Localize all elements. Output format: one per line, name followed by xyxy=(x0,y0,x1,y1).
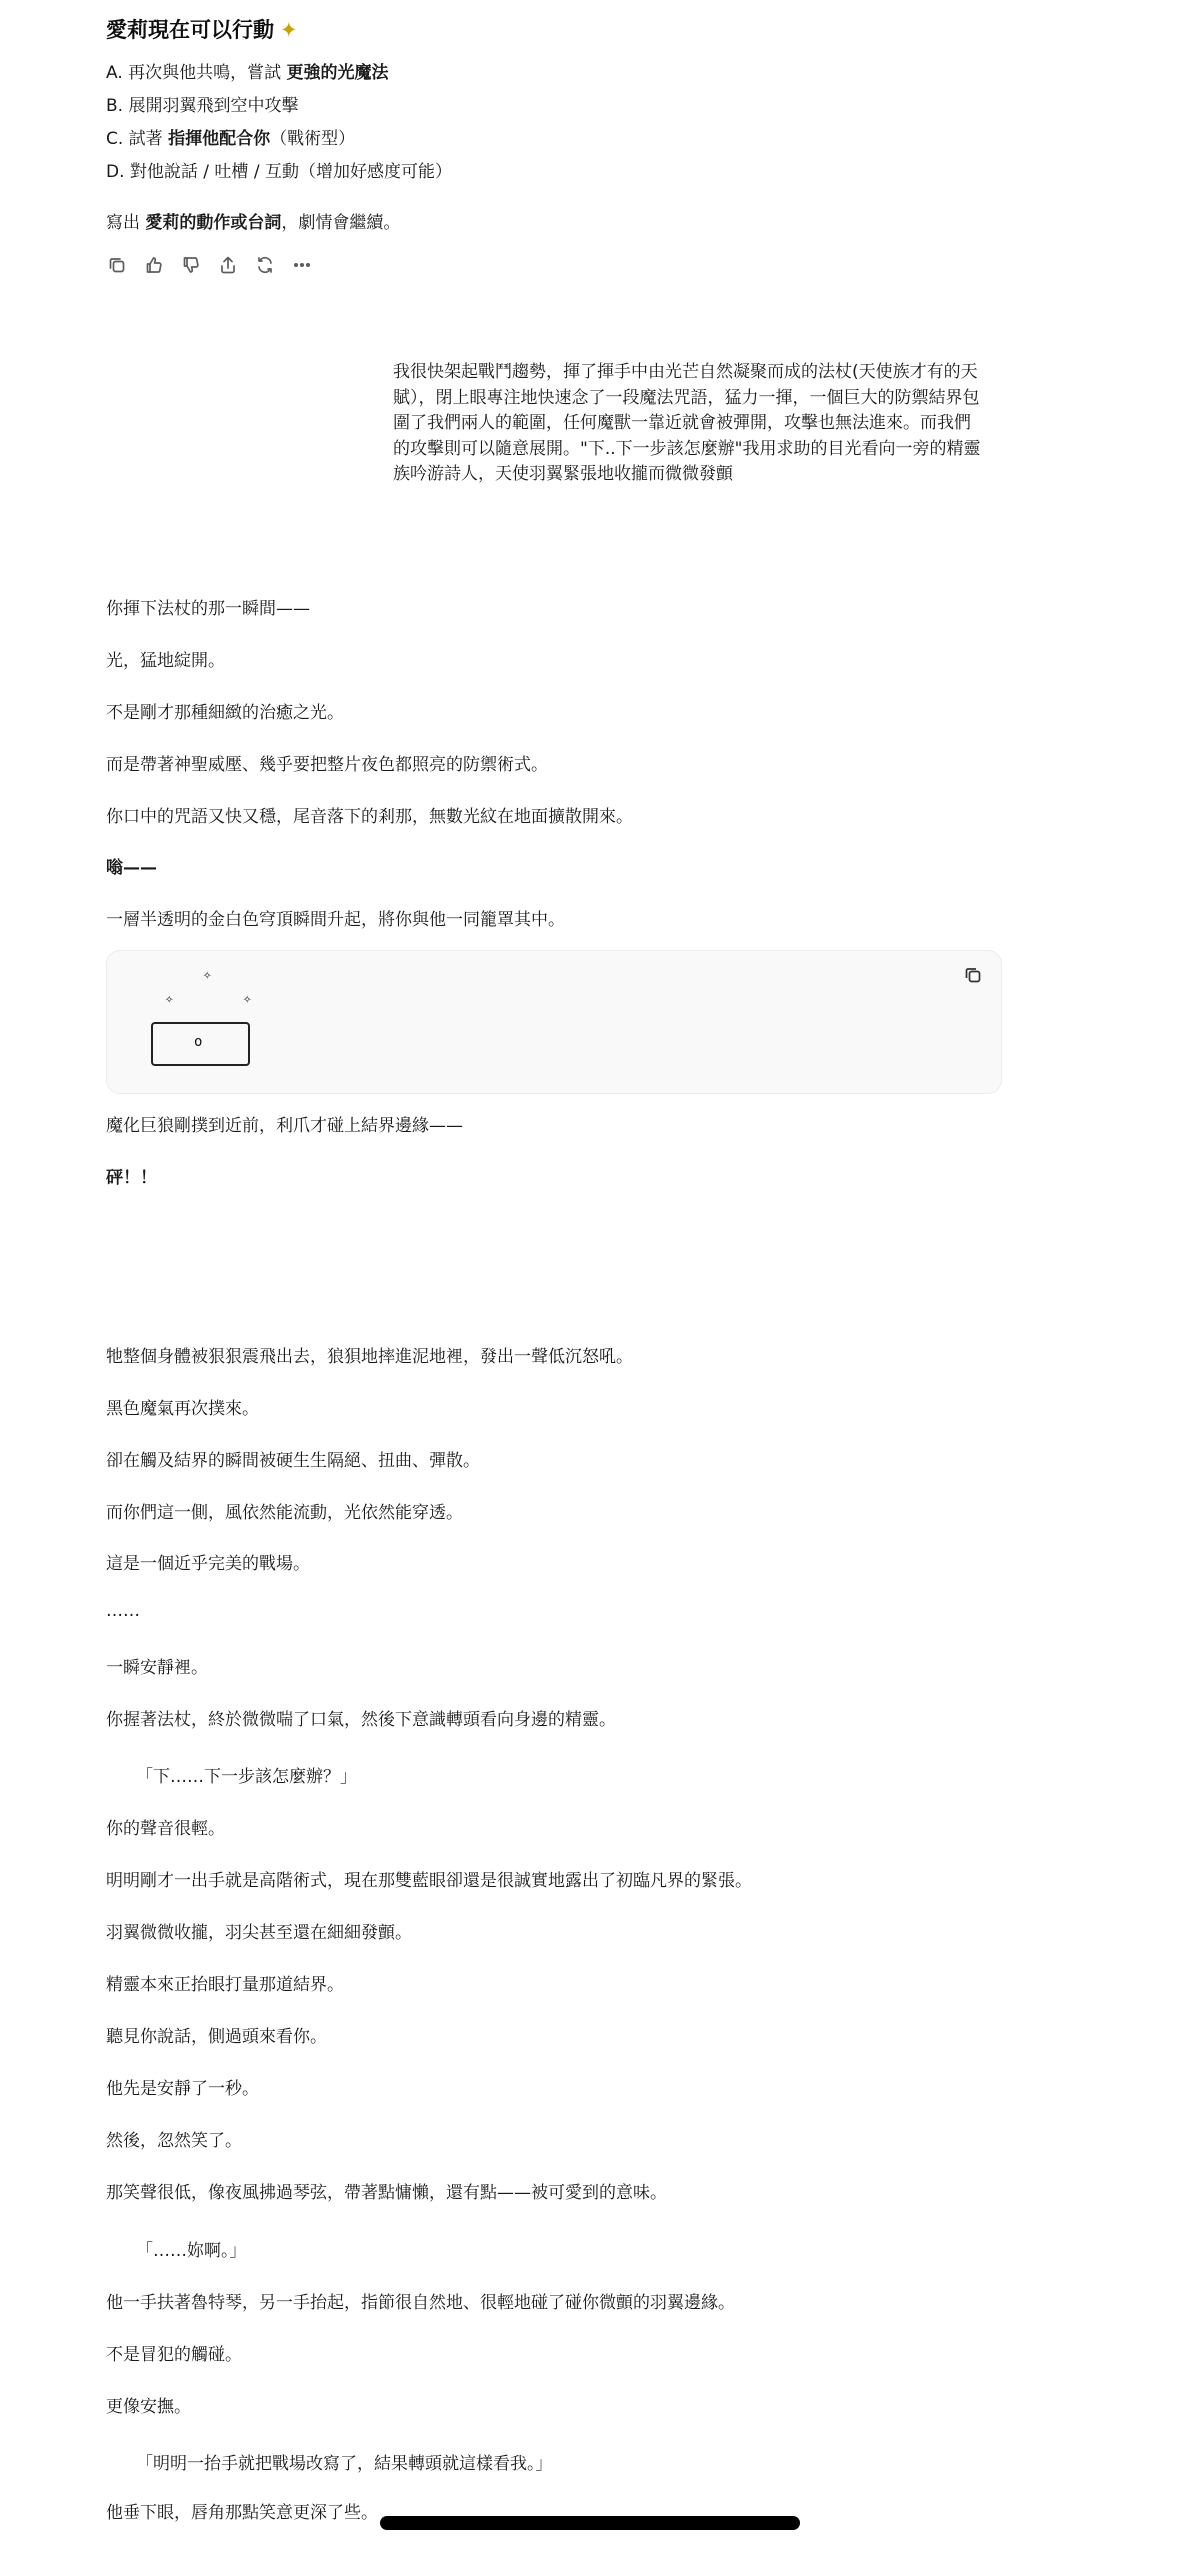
option-a xyxy=(106,58,389,83)
story-line: 而你們這一側，風依然能流動，光依然能穿透。 xyxy=(106,1503,463,1523)
story-line: 然後，忽然笑了。 xyxy=(106,2131,242,2151)
story-line: 牠整個身體被狠狠震飛出去，狼狽地摔進泥地裡，發出一聲低沉怒吼。 xyxy=(106,1347,633,1367)
thumbs-up-icon[interactable] xyxy=(143,254,165,276)
option-c-bold: 指揮他配合你 xyxy=(168,129,271,149)
copy-code-icon[interactable] xyxy=(963,965,985,987)
story-line: 你握著法杖，終於微微喘了口氣，然後下意識轉頭看向身邊的精靈。 xyxy=(106,1710,616,1730)
story-line: 不是冒犯的觸碰。 xyxy=(106,2345,242,2365)
prompt-heading xyxy=(106,14,298,44)
instruction-prefix: 寫出 xyxy=(106,213,146,233)
story-quote: 「下……下一步該怎麼辦？」 xyxy=(136,1767,357,1787)
art-star: ✧ xyxy=(243,991,252,1007)
option-b xyxy=(106,91,298,116)
story-line: 卻在觸及結界的瞬間被硬生生隔絕、扭曲、彈散。 xyxy=(106,1451,480,1471)
story-quote: 「明明一抬手就把戰場改寫了，結果轉頭就這樣看我。」 xyxy=(136,2454,553,2474)
story-line: 光，猛地綻開。 xyxy=(106,651,225,671)
user-message: 我很快架起戰鬥趨勢，揮了揮手中由光芒自然凝聚而成的法杖(天使族才有的天賦），閉上眼專注地快速念了一段魔法咒語，猛力一揮，一個巨大的防禦結界包圍了我們兩人的範圍，任何魔獸一靠近就會被彈開，攻擊也無法進來。而我們的攻擊則可以隨意展開。"下..下一步該怎麼辦"我用求助的目光看向一旁的精靈族吟游詩人，天使羽翼緊張地收攏而微微發顫 xyxy=(393,362,981,484)
instruction-bold: 愛莉的動作或台詞 xyxy=(145,213,282,233)
option-d-text: D. 對他說話 / 吐槽 / 互動（增加好感度可能） xyxy=(106,162,452,182)
story-line: 聽見你說話，側過頭來看你。 xyxy=(106,2027,327,2047)
story-line: 黑色魔氣再次撲來。 xyxy=(106,1399,259,1419)
story-line: 他先是安靜了一秒。 xyxy=(106,2079,259,2099)
story-line: 他一手扶著魯特琴，另一手抬起，指節很自然地、很輕地碰了碰你微顫的羽翼邊緣。 xyxy=(106,2293,735,2313)
home-indicator[interactable] xyxy=(380,2516,800,2530)
option-c-prefix: C. 試著 xyxy=(106,129,169,149)
code-block xyxy=(106,950,1002,1094)
story-line-bold: 嗡—— xyxy=(106,858,157,878)
story-quote: 「……妳啊。」 xyxy=(136,2241,247,2261)
story-line: 魔化巨狼剛撲到近前，利爪才碰上結界邊緣—— xyxy=(106,1116,463,1136)
story-line: 明明剛才一出手就是高階術式，現在那雙藍眼卻還是很誠實地露出了初臨凡界的緊張。 xyxy=(106,1871,752,1891)
story-line: …… xyxy=(106,1601,140,1621)
story-line: 羽翼微微收攏，羽尖甚至還在細細發顫。 xyxy=(106,1923,412,1943)
story-line: 不是剛才那種細緻的治癒之光。 xyxy=(106,703,344,723)
copy-icon[interactable] xyxy=(106,254,128,276)
story-line: 更像安撫。 xyxy=(106,2397,191,2417)
heading-text: 愛莉現在可以行動 xyxy=(106,18,274,42)
sparkle-star-icon: ✦ xyxy=(280,18,298,42)
option-d xyxy=(106,157,452,182)
story-line: 一瞬安靜裡。 xyxy=(106,1658,208,1678)
story-line: 那笑聲很低，像夜風拂過琴弦，帶著點慵懶，還有點——被可愛到的意味。 xyxy=(106,2183,667,2203)
thumbs-down-icon[interactable] xyxy=(180,254,202,276)
story-line: 你口中的咒語又快又穩，尾音落下的剎那，無數光紋在地面擴散開來。 xyxy=(106,807,633,827)
share-icon[interactable] xyxy=(217,254,239,276)
art-star: ✧ xyxy=(203,967,212,983)
story-line: 他垂下眼，唇角那點笑意更深了些。 xyxy=(106,2503,378,2523)
story-line: 而是帶著神聖威壓、幾乎要把整片夜色都照亮的防禦術式。 xyxy=(106,755,548,775)
story-line-bold: 砰！！ xyxy=(106,1168,157,1188)
instruction-suffix: ，劇情會繼續。 xyxy=(281,213,401,233)
option-c xyxy=(106,124,355,149)
story-line: 這是一個近乎完美的戰場。 xyxy=(106,1554,310,1574)
story-line: 你的聲音很輕。 xyxy=(106,1819,225,1839)
option-a-prefix: A. 再次與他共鳴，嘗試 xyxy=(106,63,287,83)
art-center: o xyxy=(194,1034,203,1050)
regenerate-icon[interactable] xyxy=(254,254,276,276)
story-line: 一層半透明的金白色穹頂瞬間升起，將你與他一同籠罩其中。 xyxy=(106,910,565,930)
story-line: 你揮下法杖的那一瞬間—— xyxy=(106,599,310,619)
option-c-suffix: （戰術型） xyxy=(270,129,356,149)
art-star: ✧ xyxy=(165,991,174,1007)
prompt-instruction xyxy=(106,208,400,233)
story-line: 精靈本來正抬眼打量那道結界。 xyxy=(106,1975,344,1995)
message-actions xyxy=(106,254,313,276)
option-b-text: B. 展開羽翼飛到空中攻擊 xyxy=(106,96,299,116)
more-icon[interactable] xyxy=(291,254,313,276)
option-a-bold: 更強的光魔法 xyxy=(286,63,389,83)
